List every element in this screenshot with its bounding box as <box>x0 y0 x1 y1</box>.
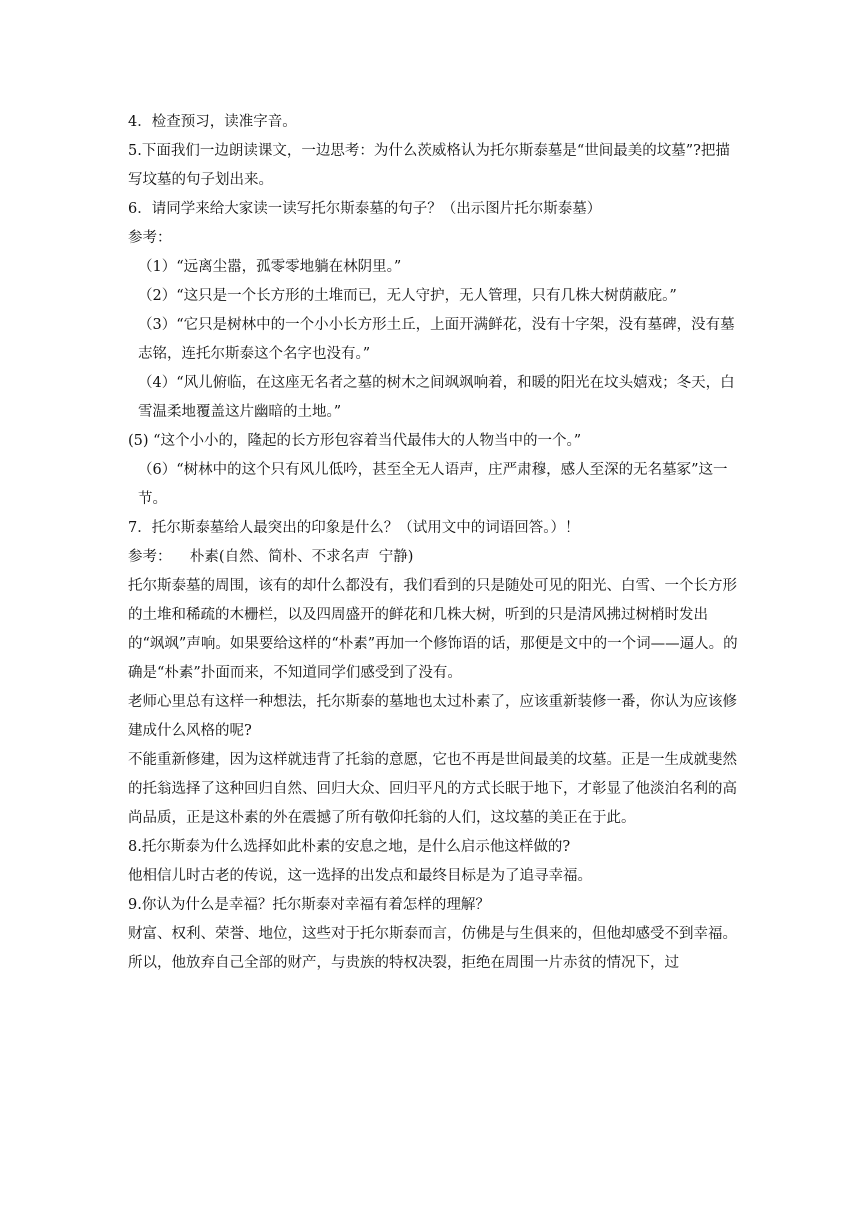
reference-answer-simple: 参考： 朴素(自然、简朴、不求名声 宁静) <box>128 549 414 565</box>
paragraph-wealth: 财富、权利、荣誉、地位，这些对于托尔斯泰而言，仿佛是与生俱来的，但他却感受不到幸福。所以，他放弃自己全部的财产，与贵族的特权决裂，拒绝在周围一片赤贫的情况下，过 <box>128 926 737 971</box>
quote-6: （6）“树林中的这个只有风儿低吟，甚至全无人语声，庄严肃穆，感人至深的无名墓冢”这一节。 <box>138 462 728 507</box>
item-7-impression: 7．托尔斯泰墓给人最突出的印象是什么？（试用文中的词语回答。）！ <box>128 520 580 536</box>
quote-1: （1）“远离尘嚣，孤零零地躺在林阴里。” <box>138 259 402 275</box>
paragraph-legend-answer: 他相信儿时古老的传说，这一选择的出发点和最终目标是为了追寻幸福。 <box>128 868 592 884</box>
item-8-why-simple: 8.托尔斯泰为什么选择如此朴素的安息之地，是什么启示他这样做的? <box>128 839 571 855</box>
document-body <box>128 108 738 978</box>
paragraph-answer-no-rebuild: 不能重新修建，因为这样就违背了托翁的意愿，它也不再是世间最美的坟墓。正是一生成就斐然的托翁选择了这种回归自然、回归大众、回归平凡的方式长眠于地下，才彰显了他淡泊名利的高尚品质，正是这朴素的外在震撼了所有敬仰托翁的人们，这坟墓的美正在于此。 <box>128 752 737 826</box>
quote-4: （4）“风儿俯临，在这座无名者之墓的树木之间飒飒响着，和暖的阳光在坟头嬉戏；冬天，白雪温柔地覆盖这片幽暗的土地。” <box>138 375 735 420</box>
quote-2: （2）“这只是一个长方形的土堆而已，无人守护，无人管理，只有几株大树荫蔽庇。” <box>138 288 677 304</box>
quote-5: (5) “这个小小的，隆起的长方形包容着当代最伟大的人物当中的一个。” <box>128 433 582 449</box>
paragraph-teacher-question: 老师心里总有这样一种想法，托尔斯泰的墓地也太过朴素了，应该重新装修一番，你认为应该修建成什么风格的呢? <box>128 694 737 739</box>
item-6-read-sentences: 6．请同学来给大家读一读写托尔斯泰墓的句子？（出示图片托尔斯泰墓） <box>128 201 602 217</box>
paragraph-surroundings: 托尔斯泰墓的周围，该有的却什么都没有，我们看到的只是随处可见的阳光、白雪、一个长方形的土堆和稀疏的木栅栏，以及四周盛开的鲜花和几株大树，听到的只是清风拂过树梢时发出的“飒飒”声响。如果要给这样的“朴素”再加一个修饰语的话，那便是文中的一个词——逼人。的确是“朴素”扑面而来，不知道同学们感受到了没有。 <box>128 578 738 681</box>
item-9-happiness: 9.你认为什么是幸福？托尔斯泰对幸福有着怎样的理解？ <box>128 897 490 913</box>
item-4-check-preview: 4．检查预习，读准字音。 <box>128 114 297 130</box>
reference-label: 参考： <box>128 230 172 246</box>
quote-3: （3）“它只是树林中的一个小小长方形土丘，上面开满鲜花，没有十字架，没有墓碑，没有墓志铭，连托尔斯泰这个名字也没有。” <box>138 317 735 362</box>
item-5-read-and-think: 5.下面我们一边朗读课文，一边思考：为什么茨威格认为托尔斯泰墓是“世间最美的坟墓”?把描写坟墓的句子划出来。 <box>128 143 730 188</box>
